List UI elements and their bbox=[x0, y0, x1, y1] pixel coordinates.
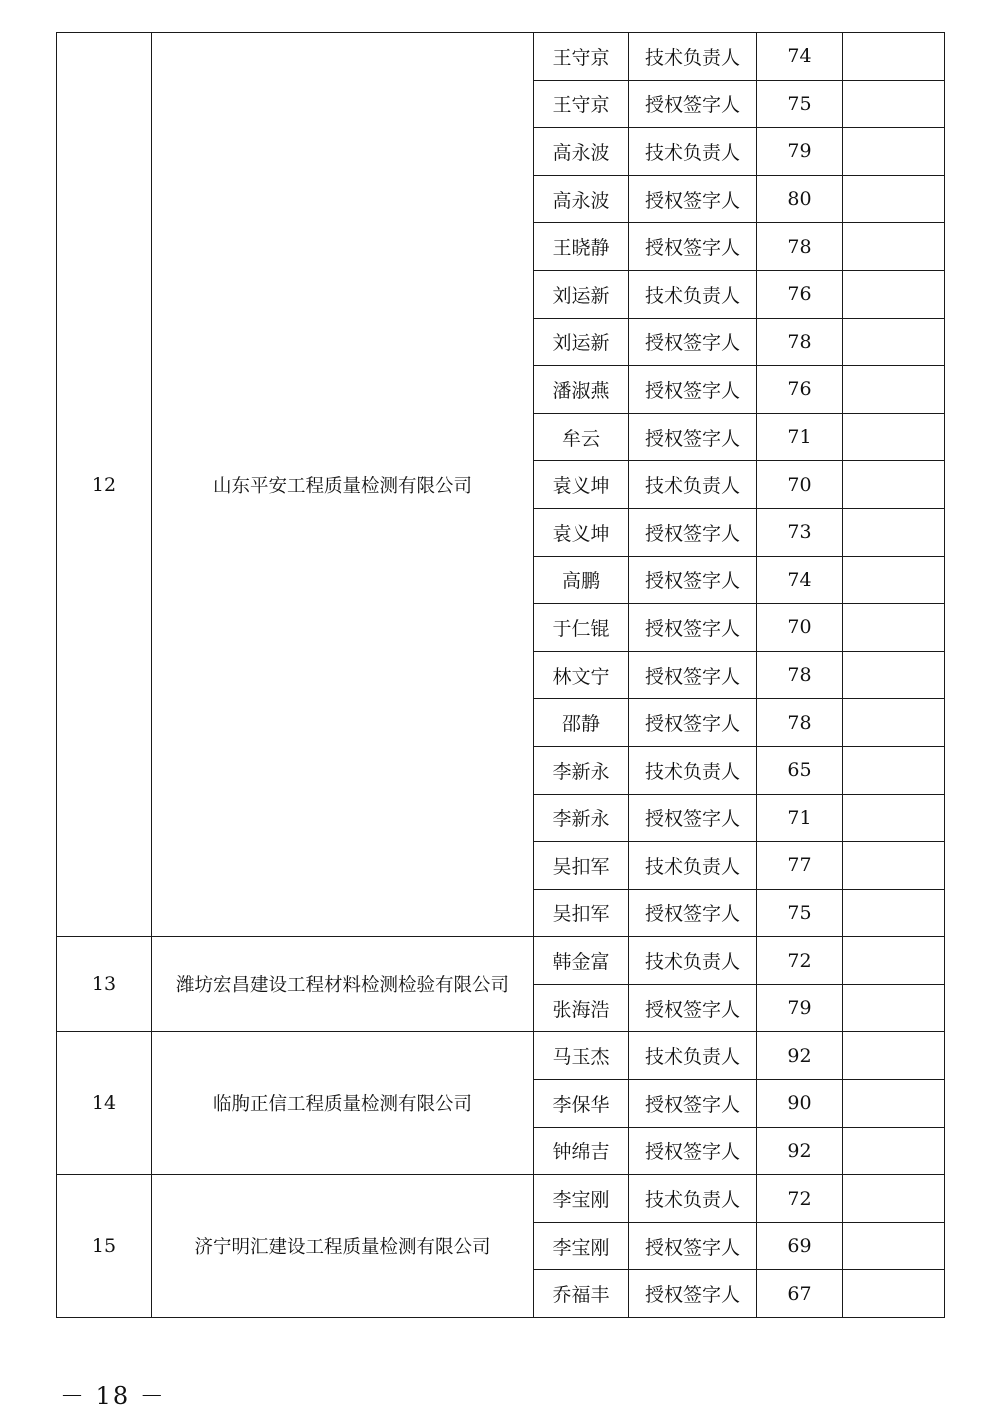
remark-cell bbox=[843, 80, 945, 128]
person-name-cell: 马玉杰 bbox=[534, 1032, 629, 1080]
score-cell: 74 bbox=[757, 33, 843, 81]
personnel-score-table bbox=[56, 32, 945, 1318]
score-cell: 78 bbox=[757, 699, 843, 747]
remark-cell bbox=[843, 223, 945, 271]
person-name-cell: 高鹏 bbox=[534, 556, 629, 604]
score-cell: 78 bbox=[757, 223, 843, 271]
person-name-cell: 王晓静 bbox=[534, 223, 629, 271]
score-cell: 92 bbox=[757, 1032, 843, 1080]
table-body bbox=[57, 33, 945, 1318]
score-cell: 67 bbox=[757, 1270, 843, 1318]
remark-cell bbox=[843, 413, 945, 461]
score-cell: 79 bbox=[757, 128, 843, 176]
score-cell: 73 bbox=[757, 508, 843, 556]
table-row bbox=[57, 1032, 945, 1080]
role-cell: 授权签字人 bbox=[629, 1222, 757, 1270]
role-cell: 授权签字人 bbox=[629, 80, 757, 128]
group-index-cell: 15 bbox=[57, 1175, 152, 1318]
role-cell: 授权签字人 bbox=[629, 794, 757, 842]
person-name-cell: 吴扣军 bbox=[534, 842, 629, 890]
table-row bbox=[57, 33, 945, 81]
role-cell: 授权签字人 bbox=[629, 318, 757, 366]
role-cell: 授权签字人 bbox=[629, 699, 757, 747]
remark-cell bbox=[843, 1127, 945, 1175]
score-cell: 78 bbox=[757, 651, 843, 699]
person-name-cell: 王守京 bbox=[534, 80, 629, 128]
person-name-cell: 王守京 bbox=[534, 33, 629, 81]
role-cell: 授权签字人 bbox=[629, 175, 757, 223]
remark-cell bbox=[843, 651, 945, 699]
remark-cell bbox=[843, 128, 945, 176]
remark-cell bbox=[843, 842, 945, 890]
remark-cell bbox=[843, 366, 945, 414]
remark-cell bbox=[843, 33, 945, 81]
remark-cell bbox=[843, 508, 945, 556]
person-name-cell: 李宝刚 bbox=[534, 1222, 629, 1270]
role-cell: 授权签字人 bbox=[629, 366, 757, 414]
remark-cell bbox=[843, 461, 945, 509]
remark-cell bbox=[843, 175, 945, 223]
role-cell: 授权签字人 bbox=[629, 1127, 757, 1175]
remark-cell bbox=[843, 1175, 945, 1223]
person-name-cell: 张海浩 bbox=[534, 984, 629, 1032]
group-index-cell: 12 bbox=[57, 33, 152, 937]
score-cell: 71 bbox=[757, 794, 843, 842]
score-cell: 76 bbox=[757, 270, 843, 318]
person-name-cell: 潘淑燕 bbox=[534, 366, 629, 414]
company-name-cell: 济宁明汇建设工程质量检测有限公司 bbox=[152, 1175, 534, 1318]
remark-cell bbox=[843, 1270, 945, 1318]
remark-cell bbox=[843, 794, 945, 842]
person-name-cell: 刘运新 bbox=[534, 270, 629, 318]
score-cell: 80 bbox=[757, 175, 843, 223]
company-name-cell: 临朐正信工程质量检测有限公司 bbox=[152, 1032, 534, 1175]
role-cell: 技术负责人 bbox=[629, 461, 757, 509]
person-name-cell: 袁义坤 bbox=[534, 461, 629, 509]
company-name-cell: 潍坊宏昌建设工程材料检测检验有限公司 bbox=[152, 937, 534, 1032]
role-cell: 授权签字人 bbox=[629, 413, 757, 461]
remark-cell bbox=[843, 556, 945, 604]
person-name-cell: 乔福丰 bbox=[534, 1270, 629, 1318]
remark-cell bbox=[843, 746, 945, 794]
role-cell: 技术负责人 bbox=[629, 746, 757, 794]
role-cell: 技术负责人 bbox=[629, 1032, 757, 1080]
role-cell: 技术负责人 bbox=[629, 128, 757, 176]
score-cell: 92 bbox=[757, 1127, 843, 1175]
person-name-cell: 刘运新 bbox=[534, 318, 629, 366]
person-name-cell: 李新永 bbox=[534, 794, 629, 842]
score-cell: 77 bbox=[757, 842, 843, 890]
role-cell: 技术负责人 bbox=[629, 842, 757, 890]
score-cell: 78 bbox=[757, 318, 843, 366]
company-name-cell: 山东平安工程质量检测有限公司 bbox=[152, 33, 534, 937]
person-name-cell: 韩金富 bbox=[534, 937, 629, 985]
table-row bbox=[57, 1175, 945, 1223]
role-cell: 授权签字人 bbox=[629, 651, 757, 699]
role-cell: 授权签字人 bbox=[629, 984, 757, 1032]
role-cell: 技术负责人 bbox=[629, 1175, 757, 1223]
remark-cell bbox=[843, 1080, 945, 1128]
group-index-cell: 13 bbox=[57, 937, 152, 1032]
role-cell: 授权签字人 bbox=[629, 1270, 757, 1318]
score-cell: 75 bbox=[757, 80, 843, 128]
person-name-cell: 牟云 bbox=[534, 413, 629, 461]
person-name-cell: 钟绵吉 bbox=[534, 1127, 629, 1175]
person-name-cell: 李新永 bbox=[534, 746, 629, 794]
score-cell: 70 bbox=[757, 604, 843, 652]
remark-cell bbox=[843, 604, 945, 652]
remark-cell bbox=[843, 318, 945, 366]
person-name-cell: 于仁锟 bbox=[534, 604, 629, 652]
score-cell: 72 bbox=[757, 1175, 843, 1223]
person-name-cell: 袁义坤 bbox=[534, 508, 629, 556]
remark-cell bbox=[843, 1222, 945, 1270]
role-cell: 授权签字人 bbox=[629, 556, 757, 604]
role-cell: 授权签字人 bbox=[629, 889, 757, 937]
score-cell: 72 bbox=[757, 937, 843, 985]
remark-cell bbox=[843, 1032, 945, 1080]
score-cell: 79 bbox=[757, 984, 843, 1032]
remark-cell bbox=[843, 699, 945, 747]
score-cell: 75 bbox=[757, 889, 843, 937]
person-name-cell: 林文宁 bbox=[534, 651, 629, 699]
role-cell: 技术负责人 bbox=[629, 937, 757, 985]
table-row bbox=[57, 937, 945, 985]
group-index-cell: 14 bbox=[57, 1032, 152, 1175]
person-name-cell: 李宝刚 bbox=[534, 1175, 629, 1223]
remark-cell bbox=[843, 270, 945, 318]
score-cell: 76 bbox=[757, 366, 843, 414]
role-cell: 技术负责人 bbox=[629, 270, 757, 318]
score-cell: 74 bbox=[757, 556, 843, 604]
role-cell: 授权签字人 bbox=[629, 604, 757, 652]
page-number: － 18 － bbox=[60, 1382, 166, 1410]
score-cell: 71 bbox=[757, 413, 843, 461]
remark-cell bbox=[843, 984, 945, 1032]
score-cell: 69 bbox=[757, 1222, 843, 1270]
role-cell: 技术负责人 bbox=[629, 33, 757, 81]
role-cell: 授权签字人 bbox=[629, 1080, 757, 1128]
score-cell: 65 bbox=[757, 746, 843, 794]
role-cell: 授权签字人 bbox=[629, 508, 757, 556]
person-name-cell: 邵静 bbox=[534, 699, 629, 747]
remark-cell bbox=[843, 889, 945, 937]
score-cell: 70 bbox=[757, 461, 843, 509]
person-name-cell: 吴扣军 bbox=[534, 889, 629, 937]
person-name-cell: 高永波 bbox=[534, 175, 629, 223]
person-name-cell: 高永波 bbox=[534, 128, 629, 176]
score-cell: 90 bbox=[757, 1080, 843, 1128]
role-cell: 授权签字人 bbox=[629, 223, 757, 271]
remark-cell bbox=[843, 937, 945, 985]
person-name-cell: 李保华 bbox=[534, 1080, 629, 1128]
